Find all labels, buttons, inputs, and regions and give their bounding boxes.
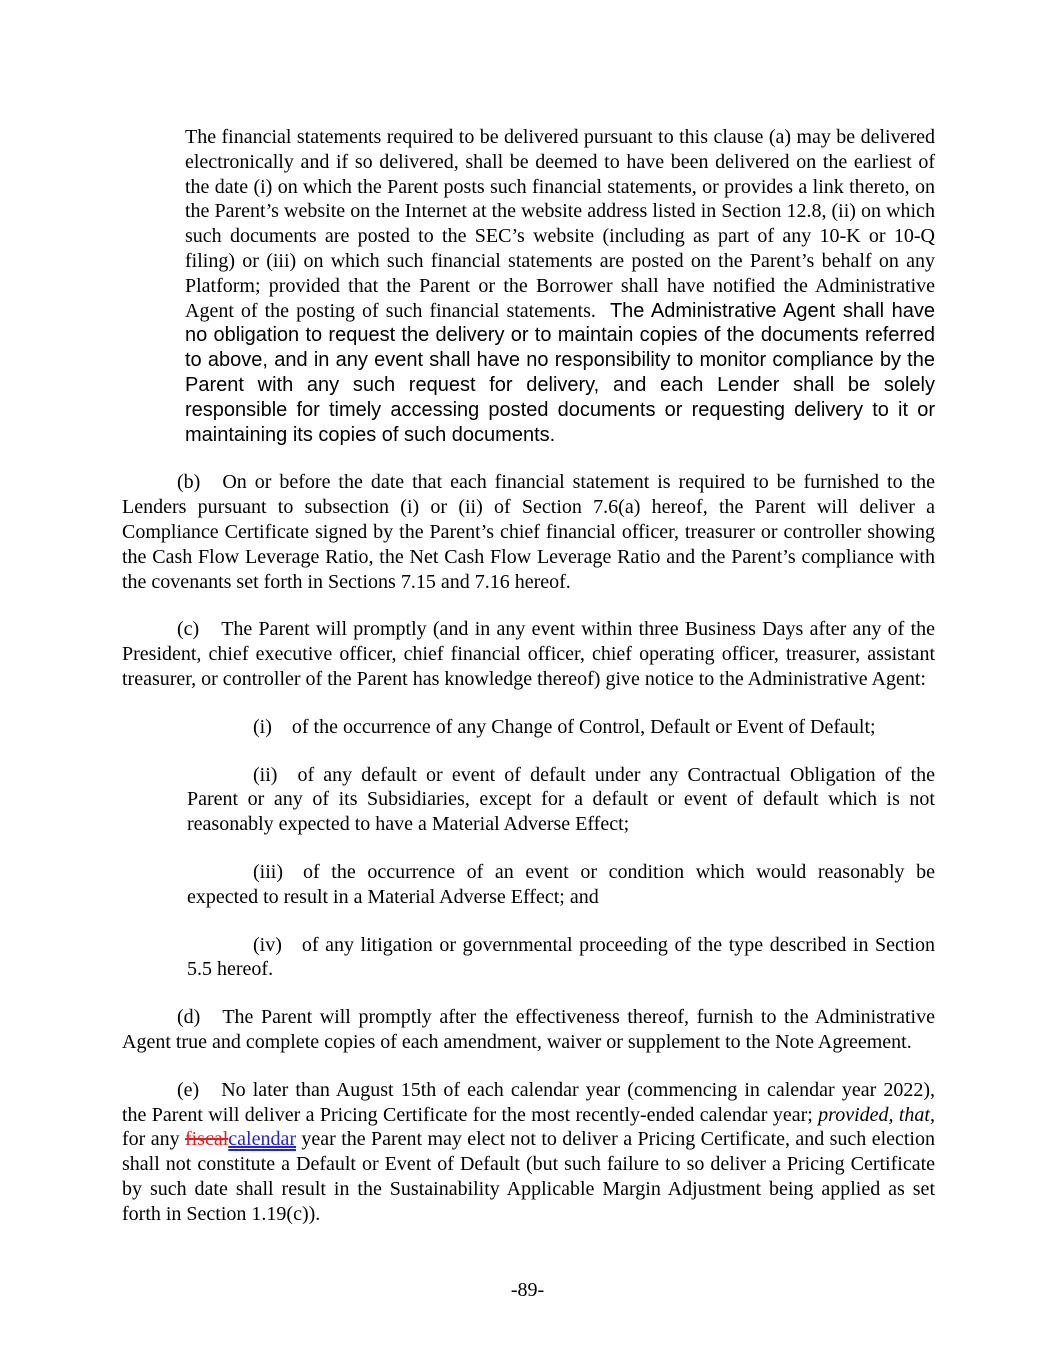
paragraph-a-serif-text: The financial statements required to be delivered pursuant to this clause (a) may be delivered electronically and if so delivered, shall be deemed to have been delivered on the earliest of the date (i) on which the Parent posts such financial statements, or provides a link thereto, on the Parent’s website on the Internet at the website address listed in Section 12.8, (ii) on which such documents are posted to the SEC’s website (including as part of any 10-K or 10-Q filing) or (iii) on which such financial statements are posted on the Parent’s behalf on any Platform; provided that the Parent or the Borrower shall have notified the Administrative Agent of the posting of such financial statements. — [185, 126, 935, 322]
item-i-text: of the occurrence of any Change of Control, Default or Event of Default; — [291, 715, 876, 738]
clause-b-label: (b) — [177, 471, 201, 494]
paragraph-e-text-1: No later than August 15th of each calendar year (commencing in calendar year 2022), the Parent will deliver a Pricing Certificate for the most recently-ended calendar year; — [122, 1078, 935, 1126]
paragraph-a-continuation — [185, 125, 935, 447]
clause-e-label: (e) — [177, 1078, 200, 1101]
paragraph-e — [122, 1078, 935, 1227]
paragraph-e-proviso-italic: provided, that, — [818, 1103, 935, 1126]
deleted-text-fiscal: fiscal — [184, 1128, 229, 1151]
page-footer — [0, 1278, 1055, 1303]
item-iii-text: of the occurrence of an event or condition which would reasonably be expected to result in a Material Adverse Effect; and — [187, 860, 935, 908]
paragraph-c — [122, 617, 935, 691]
item-iv-text: of any litigation or governmental proceeding of the type described in Section 5.5 hereof. — [187, 933, 935, 981]
inserted-text-calendar: calendar — [228, 1128, 297, 1151]
paragraph-e-text-3: year the Parent may elect not to deliver a Pricing Certificate, and such election shall not constitute a Default or Event of Default (but such failure to so deliver a Pricing Certificate by such date shall result in the Sustainability Applicable Margin Adjustment being applied as set forth in Section 1.19(c)). — [122, 1128, 935, 1225]
clause-c-label: (c) — [177, 618, 200, 641]
paragraph-b-text: On or before the date that each financial statement is required to be furnished to the Lenders pursuant to subsection (i) or (ii) of Section 7.6(a) hereof, the Parent will deliver a Compliance Certificate signed by the Parent’s chief financial officer, treasurer or controller showing the Cash Flow Leverage Ratio, the Net Cash Flow Leverage Ratio and the Parent’s compliance with the covenants set forth in Sections 7.15 and 7.16 hereof. — [122, 471, 935, 593]
item-iii-label: (iii) — [253, 860, 283, 883]
item-i-label: (i) — [253, 715, 272, 738]
item-iv-label: (iv) — [253, 933, 282, 956]
list-item-iii — [122, 860, 935, 910]
clause-d-label: (d) — [177, 1006, 201, 1029]
item-ii-text: of any default or event of default under any Contractual Obligation of the Parent or any of its Subsidiaries, except for a default or event of default which is not reasonably expected to have a Material Adverse Effect; — [187, 763, 935, 836]
paragraph-e-text-2: for any — [122, 1128, 185, 1151]
list-item-i — [122, 715, 935, 740]
paragraph-c-text: The Parent will promptly (and in any event within three Business Days after any of the President, chief executive officer, chief financial officer, chief operating officer, treasurer, assistant treasurer, or controller of the Parent has knowledge thereof) give notice to the Administrative Agent: — [122, 618, 935, 690]
paragraph-a-inserted-sans-text: The Administrative Agent shall have no obligation to request the delivery or to maintain copies of the documents referred to above, and in any event shall have no responsibility to monitor compliance by the Parent with any such request for delivery, and each Lender shall be solely responsible for timely accessing posted documents or requesting delivery to it or maintaining its copies of such documents. — [185, 299, 935, 446]
paragraph-b — [122, 470, 935, 594]
page-number: -89- — [510, 1279, 545, 1301]
item-ii-label: (ii) — [253, 763, 278, 786]
list-item-iv — [122, 933, 935, 983]
paragraph-d-text: The Parent will promptly after the effectiveness thereof, furnish to the Administrative Agent true and complete copies of each amendment, waiver or supplement to the Note Agreement. — [122, 1006, 935, 1053]
list-item-ii — [122, 763, 935, 837]
paragraph-d — [122, 1005, 935, 1055]
